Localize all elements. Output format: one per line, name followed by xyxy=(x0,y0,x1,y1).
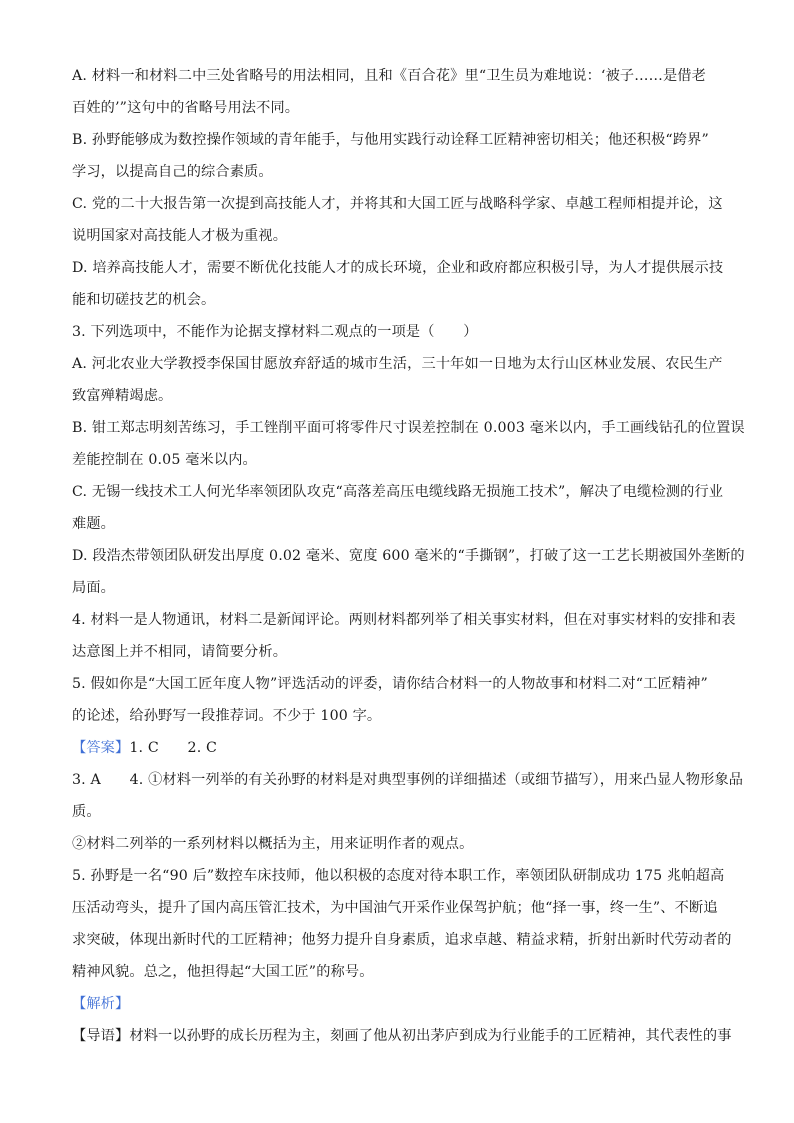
option-d-line-2: 能和切磋技艺的机会。 xyxy=(72,292,216,308)
q3-option-a-line-2: 致富殚精竭虑。 xyxy=(72,388,173,404)
question-5-line-1: 5. 假如你是“大国工匠年度人物”评选活动的评委，请你结合材料一的人物故事和材料二对“工匠精神” xyxy=(72,676,708,692)
q3-option-d-line-2: 局面。 xyxy=(72,580,116,596)
analysis-heading xyxy=(72,994,129,1014)
answer-4-point-2: ②材料二列举的一系列材料以概括为主，用来证明作者的观点。 xyxy=(72,836,474,852)
question-5-line-2: 的论述，给孙野写一段推荐词。不少于 100 字。 xyxy=(72,708,382,724)
guide-text: 材料一以孙野的成长历程为主，刻画了他从初出茅庐到成为行业能手的工匠精神，其代表性的事 xyxy=(129,1028,732,1044)
option-a-line-2: 百姓的’”这句中的省略号用法不同。 xyxy=(72,100,300,116)
q3-option-a-line-1: A. 河北农业大学教授李保国甘愿放弃舒适的城市生活，三十年如一日地为太行山区林业发展、农民生产 xyxy=(72,356,723,372)
guide-label: 【导语】 xyxy=(72,1028,130,1044)
option-d-line-1: D. 培养高技能人才，需要不断优化技能人才的成长环境，企业和政府都应积极引导，为人才提供展示技 xyxy=(72,260,724,276)
option-c-line-1: C. 党的二十大报告第一次提到高技能人才，并将其和大国工匠与战略科学家、卓越工程师相提并论，这 xyxy=(72,196,723,212)
answer-4-line-2: 质。 xyxy=(72,804,101,820)
question-4-line-1: 4. 材料一是人物通讯，材料二是新闻评论。两则材料都列举了相关事实材料，但在对事实材料的安排和表 xyxy=(72,612,736,628)
q3-option-b-line-2: 差能控制在 0.05 毫米以内。 xyxy=(72,452,257,468)
option-b-line-2: 学习，以提高自己的综合素质。 xyxy=(72,164,273,180)
q3-option-b-line-1: B. 钳工郑志明刻苦练习，手工锉削平面可将零件尺寸误差控制在 0.003 毫米以内，手工画线钻孔的位置误 xyxy=(72,420,745,436)
q3-option-d-line-1: D. 段浩杰带领团队研发出厚度 0.02 毫米、宽度 600 毫米的“手撕钢”，打破了这一工艺长期被国外垄断的 xyxy=(72,548,745,564)
guide-line xyxy=(72,1026,732,1046)
answer-5-line-4: 精神风貌。总之，他担得起“大国工匠”的称号。 xyxy=(72,964,374,980)
option-a-line-1: A. 材料一和材料二中三处省略号的用法相同，且和《百合花》里“卫生员为难地说：‘被子……是借老 xyxy=(72,68,706,84)
option-b-line-1: B. 孙野能够成为数控操作领域的青年能手，与他用实践行动诠释工匠精神密切相关；他还积极“跨界” xyxy=(72,132,709,148)
analysis-label: 【解析】 xyxy=(72,996,130,1012)
answer-label: 【答案】 xyxy=(72,740,130,756)
question-4-line-2: 达意图上并不相同，请简要分析。 xyxy=(72,644,288,660)
answer-line xyxy=(72,738,217,758)
answer-3-4-line-1: 3. A 4. ①材料一列举的有关孙野的材料是对典型事例的详细描述（或细节描写），用来凸显人物形象品 xyxy=(72,772,744,788)
question-3: 3. 下列选项中，不能作为论据支撑材料二观点的一项是（ ） xyxy=(72,324,478,340)
option-c-line-2: 说明国家对高技能人才极为重视。 xyxy=(72,228,288,244)
q3-option-c-line-1: C. 无锡一线技术工人何光华率领团队攻克“高落差高压电缆线路无损施工技术”，解决了电缆检测的行业 xyxy=(72,484,724,500)
answer-1-2: 1. C 2. C xyxy=(129,740,218,756)
answer-5-line-1: 5. 孙野是一名“90 后”数控车床技师，他以积极的态度对待本职工作，率领团队研制成功 175 兆帕超高 xyxy=(72,868,725,884)
answer-5-line-3: 求突破，体现出新时代的工匠精神；他努力提升自身素质，追求卓越、精益求精，折射出新时代劳动者的 xyxy=(72,932,732,948)
answer-5-line-2: 压活动弯头，提升了国内高压管汇技术，为中国油气开采作业保驾护航；他“择一事，终一生”、不断追 xyxy=(72,900,718,916)
q3-option-c-line-2: 难题。 xyxy=(72,516,116,532)
